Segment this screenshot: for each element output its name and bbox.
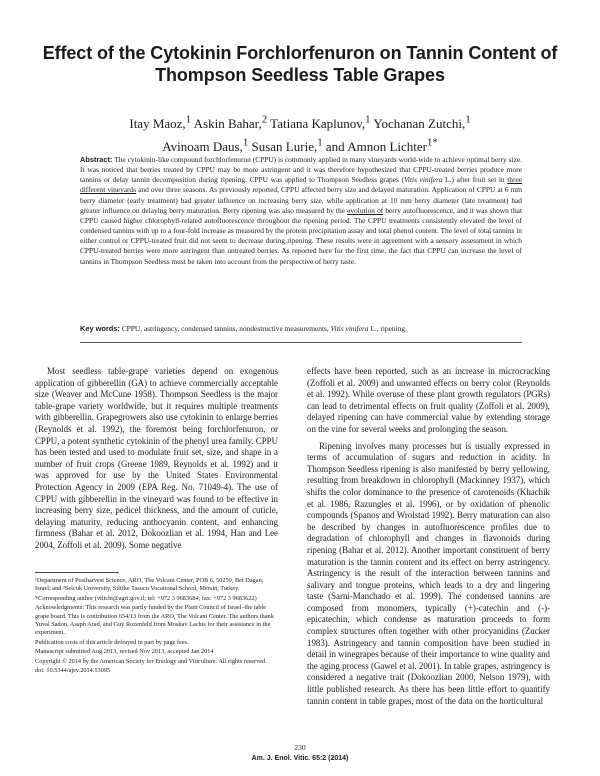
body-column-left <box>35 366 278 552</box>
footnotes <box>35 577 278 677</box>
footnote-publication-costs: Publication costs of this article defrayed in part by page fees. <box>35 638 189 646</box>
author-name: Susan Lurie,$^1$ <box>251 136 323 154</box>
body-paragraph: effects have been reported, such as an increase in microcracking (Zoffoli et al. 2009) and unwanted effects on berry color (Reynolds et al. 1992). While overuse of these plant growth regulators (PGRs) can lead to detrimental effects on fruit quality (Zoffoli et al. 2009), delayed ripening can have commercial value by extending storage on the vine for several weeks and prolonging the season. <box>307 366 550 434</box>
footnote-divider <box>35 572 119 573</box>
abstract-label: Abstract: <box>80 155 113 164</box>
journal-footer: Am. J. Enol. Vitic. 65:2 (2014) <box>251 755 349 762</box>
author-name: and Amnon Lichter$^{1*}$ <box>325 136 438 154</box>
abstract: Abstract: The cytokinin-like compound forchlorfenuron (CPPU) is commonly applied in many vineyards world-wide to achieve optimal berry size. It was noticed that berries treated by CPPU may be more astringent and it was therefore hypothesized that CPPU-treated berries produce more tannins or delay tannin decomposition during ripening. CPPU was applied to Thompson Seedless grapes (Vitis vinifera L.) after fruit set in three different vineyards and over three seasons. As previously reported, CPPU affected berry size and delayed maturation. Application of CPPU at 6 mm berry diameter (early treatment) had greater influence on increasing berry size, while application at 10 mm berry diameter (late treatment) had greater influence on delaying berry maturation. Berry ripening was also measured by the evolution of berry autofluorescence, and it was shown that CPPU caused higher chlorophyll-related autofluorescence throughout the ripening period. The CPPU treatments consistently elevated the level of condensed tannins with up to a four-fold increase as measured by the protein precipitation assay and total phenol content. The level of total tannins in either control or CPPU-treated fruit did not seem to decrease during ripening. These results were in agreement with a sensory assessment in which CPPU-treated berries were more astringent than untreated berries. As reported here for the first time, the fact that CPPU can increase the level of tannins in Thompson Seedless must be taken into account from the perspective of berry taste. <box>80 155 523 266</box>
footnote-acknowledgments: Acknowledgments: This research was partly funded by the Plant Council of Israel–the table grape board. This is contribution 654/13 from the ARO, The Volcani Center. The authors thank Yuval Sadon, Asaph Arad, and Guy Rozenfeld from Moshav Lachis for their assistance in the experiment. <box>35 604 274 637</box>
author-name: Yochanan Zutchi,$^1$ <box>373 114 471 132</box>
author-list <box>60 111 540 156</box>
footnote-affiliations: ¹Department of Postharvest Science, ARO, The Volcani Center, POB 6, 50250, Bet Dagan, Israel; and ²Selcuk University, Silifke Tasucu Vocational School, Mersin, Turkey. <box>35 577 264 593</box>
keywords: Key words: CPPU, astringency, condensed tannins, nondestructive measurements, Vitis vinifera L., ripening <box>80 324 405 333</box>
keywords-label: Key words: <box>80 324 120 333</box>
author-name: Askin Bahar,$^2$ <box>193 114 268 132</box>
footnote-doi: doi: 10.5344/ajev.2014.13095 <box>35 667 111 675</box>
footnote-manuscript-dates: Manuscript submitted Aug 2013, revised Nov 2013, accepted Jan 2014 <box>35 648 214 656</box>
footnote-corresponding: *Corresponding author (vtlicht@agri.gov.il; tel: +972 3 9683684; fax: +972 3 9683622) <box>35 594 257 602</box>
body-column-right <box>307 366 550 707</box>
paper-title: Effect of the Cytokinin Forchlorfenuron on Tannin Content of Thompson Seedless Table Grapes <box>42 43 558 85</box>
abstract-divider <box>80 342 522 343</box>
body-paragraph: Ripening involves many processes but is usually expressed in terms of accumulation of sugars and reduction in acidity. In Thompson Seedless ripening is also manifested by berry yellowing, resulting from breakdown in chlorophyll (Mackinney 1937), which shifts the color dominance to the presence of carotenoids (Khachik et al. 1986, Razungles et al. 1996), or by oxidation of phenolic compounds (Spanos and Wrolstad 1992). Berry maturation can also be described by changes in autofluorescence profiles due to degradation of chlorophyll and changes in flavonoids during ripening (Bahar et al. 2012). Another important constituent of berry maturation is the tannin content and its effect on berry astringency. Astringency is the result of the interaction between tannins and salivary and tongue proteins, which leads to a dry and lingering taste (Sarni-Manchado et al. 1999). The condensed tannins are composed from monomers, typically (+)-catechin and (-)-epicatechin, which condense as maturation proceeds to form complex structures often together with other procyanidins (Zucker 1983). Astringency and tannin composition have been studied in detail in winegrapes because of their importance to wine quality and the aging process (Gawel et al. 2001). In table grapes, astringency is considered a negative trait (Dokoozlian 2000, Nelson 1979), with little published research. As there has been little effort to quantify tannin content in table grapes, most of the data on the horticultural <box>307 440 550 706</box>
author-name: Avinoam Daus,$^1$ <box>162 136 249 154</box>
body-paragraph: Most seedless table-grape varieties depend on exogenous application of gibberellin (GA) to achieve commercially acceptable size (Weaver and McCune 1958). Thompson Seedless is the major table-grape variety worldwide, but it requires multiple treatments with gibberellin. Grapegrowers also use cytokinin to enlarge berries (Reynolds et al. 1992), the foremost being forchlorfenuron, or CPPU, a potent synthetic cytokinin of the phenyl urea family. CPPU has been tested and used to modulate fruit set, size, and shape in a number of fruit crops (Greene 1989, Reynolds et al. 1992) and it was approved for use by the United States Environmental Protection Agency in 2009 (EPA Reg. No. 71049-4). The use of CPPU with gibberellin in the vineyard was found to be effective in increasing berry size, pedicel thickness, and the amount of cuticle, delaying maturity, reducing anthocyanin content, and enhancing firmness (Bahar et al. 2012, Dokoozlian et al. 1994, Han and Lee 2004, Zoffoli et al. 2009). Some negative <box>35 366 278 550</box>
author-name: Tatiana Kaplunov,$^1$ <box>270 114 371 132</box>
footnote-copyright: Copyright © 2014 by the American Society for Enology and Viticulture. All rights reserved. <box>35 657 267 665</box>
page-number: 230 <box>294 743 306 752</box>
author-name: Itay Maoz,$^1$ <box>129 114 192 132</box>
